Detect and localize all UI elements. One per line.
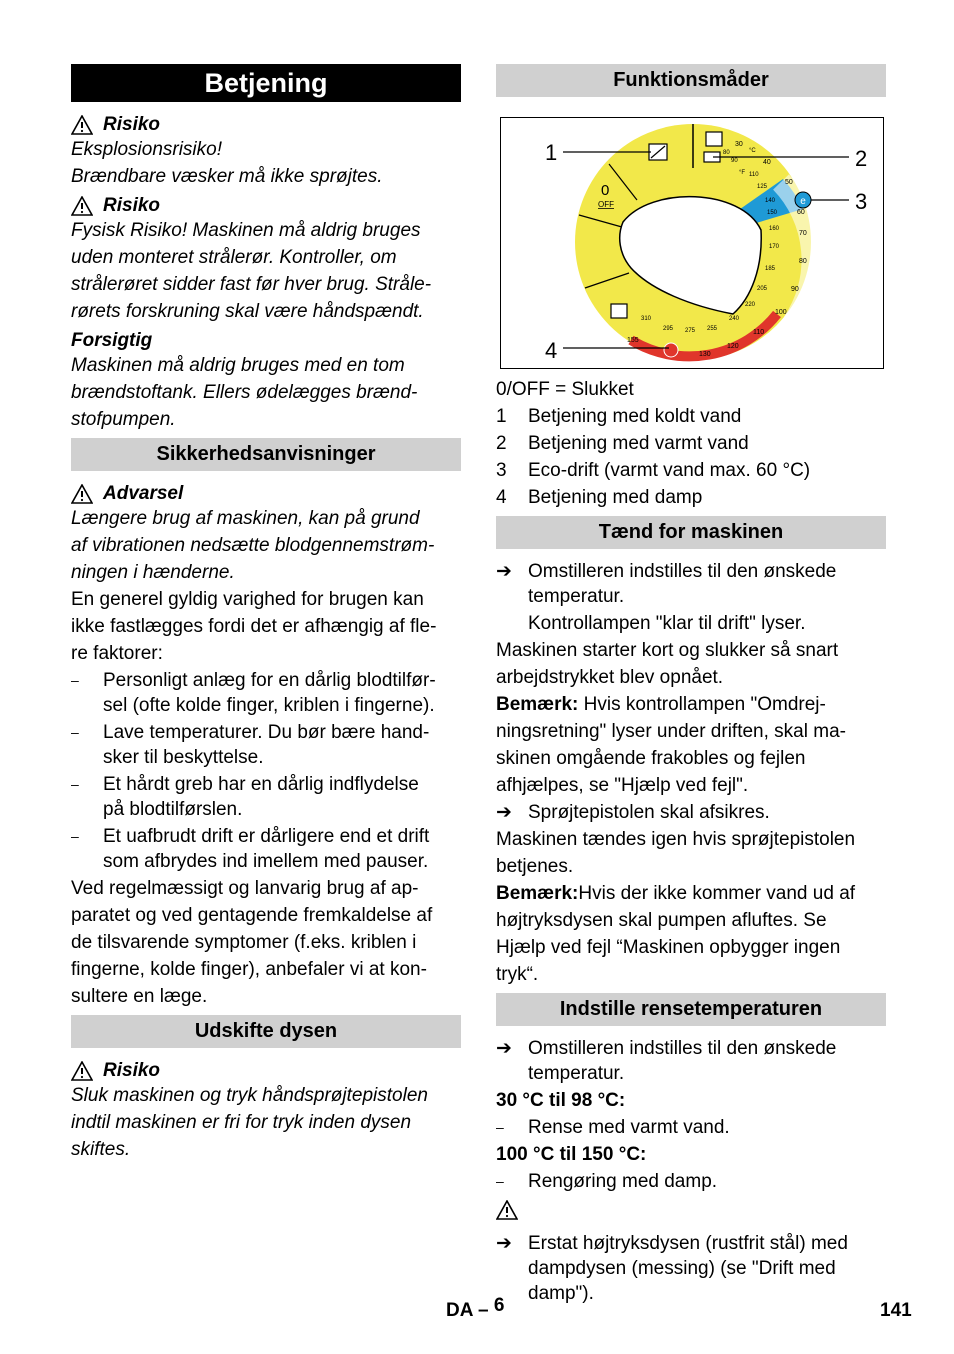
- body-text-line: sultere en læge.: [71, 986, 208, 1007]
- caution-text-line: brændstoftank. Ellers ødelægges brænd-: [71, 382, 418, 403]
- legend-text: Eco-drift (varmt vand max. 60 °C): [528, 460, 811, 481]
- temp-label-inner: 310: [641, 316, 652, 322]
- body-text-line: paratet og ved gentagende fremkaldelse af: [71, 905, 433, 926]
- body-text-line: En generel gyldig varighed for brugen kan: [71, 589, 424, 610]
- callout-number-4: 4: [545, 338, 558, 363]
- list-item-text: sker til beskyttelse.: [103, 747, 264, 768]
- list-item: – Et hårdt greb har en dårlig indflydelse på blodtilførslen.: [71, 774, 419, 820]
- left-column: [71, 64, 461, 1164]
- risk-text-line: Fysisk Risiko! Maskinen må aldrig bruges: [71, 220, 421, 241]
- hot-water-icon: [706, 132, 722, 146]
- body-text-line: arbejdstrykket blev opnået.: [496, 667, 724, 688]
- list-item-text: Rengøring med damp.: [528, 1171, 718, 1192]
- footer-dash: –: [478, 1300, 489, 1321]
- temp-label-inner: 80: [723, 150, 730, 156]
- legend-number: 4: [496, 487, 507, 508]
- list-item: – Et uafbrudt drift er dårligere end et drift som afbrydes ind imellem med pauser.: [71, 826, 430, 872]
- arrow-icon: ➔: [496, 561, 512, 582]
- instruction-step: [496, 559, 886, 609]
- page-title: Betjening: [71, 64, 461, 102]
- warning-label: Advarsel: [103, 483, 184, 504]
- legend-off: 0/OFF = Slukket: [496, 379, 634, 400]
- arrow-icon: ➔: [496, 1233, 512, 1254]
- temp-label-inner: 140: [765, 198, 776, 204]
- temp-label-outer: 110: [753, 329, 765, 336]
- caution-heading: Forsigtig: [71, 330, 153, 351]
- instruction-step: [496, 1036, 886, 1086]
- temp-label-outer: 60: [797, 209, 805, 216]
- body-text-line: højtryksdysen skal pumpen afluftes. Se: [496, 910, 827, 931]
- callout-number-3: 3: [855, 189, 868, 214]
- risk-text-line: skiftes.: [71, 1139, 131, 1160]
- temp-label-inner: 125: [757, 184, 768, 190]
- note-label: Bemærk:: [496, 883, 579, 904]
- list-item-text: sel (ofte kolde finger, kriblen i fingerne).: [103, 695, 435, 716]
- body-text-line: Hjælp ved fejl “Maskinen opbygger ingen: [496, 937, 841, 958]
- temp-label-inner: 185: [765, 266, 776, 272]
- caution-text-line: Maskinen må aldrig bruges med en tom: [71, 355, 405, 376]
- legend-number: 2: [496, 433, 507, 454]
- list-item-text: på blodtilførslen.: [103, 799, 243, 820]
- list-item: – Rengøring med damp.: [496, 1171, 718, 1192]
- footer-language-page: [446, 1295, 505, 1323]
- instruction-text: dampdysen (messing) (se "Drift med: [528, 1258, 836, 1279]
- body-text-line: ningsretning" lyser under driften, skal ma-: [496, 721, 846, 742]
- section-heading-nozzle: Udskifte dysen: [71, 1015, 461, 1048]
- note-paragraph: Bemærk:Hvis der ikke kommer vand ud af: [496, 883, 856, 904]
- legend-number: 3: [496, 460, 507, 481]
- off-label: OFF: [598, 200, 614, 209]
- list-item: – Personligt anlæg for en dårlig blodtilfør- sel (ofte kolde finger, kriblen i fingerne).: [71, 670, 436, 716]
- legend-item: [496, 458, 886, 483]
- list-item-text: Et hårdt greb har en dårlig indflydelse: [103, 774, 419, 795]
- temp-label-inner: 150: [767, 210, 778, 216]
- risk-label: Risiko: [103, 1060, 161, 1081]
- temp-label-outer: 90: [791, 286, 799, 293]
- right-column: [496, 64, 886, 1308]
- list-item-text: Lave temperaturer. Du bør bære hand-: [103, 722, 430, 743]
- temp-label-outer: 40: [763, 159, 771, 166]
- warning-icon: [496, 1200, 518, 1220]
- unit-celsius: °C: [749, 148, 756, 154]
- callout-number-1: 1: [545, 140, 558, 165]
- risk-text-line: uden monteret strålerør. Kontroller, om: [71, 247, 397, 268]
- body-text-line: ikke fastlægges fordi det er afhængig af fle-: [71, 616, 437, 637]
- warning-icon: [71, 1061, 93, 1081]
- instruction-text: temperatur.: [528, 1063, 625, 1084]
- result-text: Kontrollampen "klar til drift" lyser.: [528, 613, 806, 634]
- temp-label-155: 155: [627, 337, 639, 344]
- list-item-text: som afbrydes ind imellem med pauser.: [103, 851, 429, 872]
- list-item-text: Rense med varmt vand.: [528, 1117, 730, 1138]
- legend-number: 1: [496, 406, 507, 427]
- warning-text-line: af vibrationen nedsætte blodgennemstrøm-: [71, 535, 435, 556]
- caution-text-line: stofpumpen.: [71, 409, 176, 430]
- warning-text-line: Længere brug af maskinen, kan på grund: [71, 508, 420, 529]
- temp-label-outer: 50: [785, 179, 793, 186]
- temp-label-inner: 160: [769, 226, 780, 232]
- instruction-text: Omstilleren indstilles til den ønskede: [528, 561, 837, 582]
- list-item: – Lave temperaturer. Du bør bære hand- sker til beskyttelse.: [71, 722, 430, 768]
- eco-label: e: [800, 196, 806, 207]
- unit-fahrenheit: °F: [739, 170, 746, 176]
- warning-symbol-row: [496, 1200, 886, 1227]
- risk-text-line: Sluk maskinen og tryk håndsprøjtepistolen: [71, 1085, 428, 1106]
- warning-icon: [71, 196, 93, 216]
- temp-label-outer: 80: [799, 258, 807, 265]
- risk-text-line: Eksplosionsrisiko!: [71, 139, 222, 160]
- risk-label: Risiko: [103, 195, 161, 216]
- arrow-icon: ➔: [496, 802, 512, 823]
- list-item: – Rense med varmt vand.: [496, 1117, 730, 1138]
- risk-text-line: rørets forskruning skal være håndspændt.: [71, 301, 424, 322]
- page-number: 141: [880, 1300, 912, 1321]
- instruction-text: damp").: [528, 1283, 594, 1304]
- instruction-text: Erstat højtryksdysen (rustfrit stål) med: [528, 1233, 848, 1254]
- body-text-line: re faktorer:: [71, 643, 163, 664]
- temp-label-inner: 275: [685, 328, 696, 334]
- temp-label-outer: 70: [799, 230, 807, 237]
- body-text-line: betjenes.: [496, 856, 574, 877]
- risk-heading: [71, 112, 461, 137]
- section-heading-start: Tænd for maskinen: [496, 516, 886, 549]
- note-paragraph: Bemærk: Hvis kontrollampen "Omdrej-: [496, 694, 826, 715]
- warning-icon: [71, 484, 93, 504]
- body-text-line: afhjælpes, se "Hjælp ved fejl".: [496, 775, 749, 796]
- footer-language: DA: [446, 1300, 473, 1321]
- risk-heading: [71, 1058, 461, 1083]
- range-label: 100 °C til 150 °C:: [496, 1144, 647, 1165]
- temp-label-inner: 110: [749, 172, 759, 178]
- section-heading-modes: Funktionsmåder: [496, 64, 886, 97]
- selector-dial-diagram: [501, 118, 883, 368]
- warning-icon: [71, 115, 93, 135]
- legend-text: Betjening med koldt vand: [528, 406, 742, 427]
- list-item-text: Personligt anlæg for en dårlig blodtilfør-: [103, 670, 436, 691]
- instruction-step: [496, 1231, 886, 1306]
- instruction-text: Omstilleren indstilles til den ønskede: [528, 1038, 837, 1059]
- risk-text-line: indtil maskinen er fri for tryk inden dysen: [71, 1112, 412, 1133]
- body-text-line: skinen omgående frakobles og fejlen: [496, 748, 806, 769]
- footer-local-page: 6: [493, 1295, 505, 1316]
- legend-text: Betjening med damp: [528, 487, 703, 508]
- temp-label-outer: 30: [735, 141, 743, 148]
- temp-label-inner: 220: [745, 302, 756, 308]
- legend-item: [496, 431, 886, 456]
- risk-label: Risiko: [103, 114, 161, 135]
- temp-label-inner: 295: [663, 326, 674, 332]
- arrow-icon: ➔: [496, 1038, 512, 1059]
- list-item-text: Et uafbrudt drift er dårligere end et drift: [103, 826, 430, 847]
- body-text-line: Maskinen starter kort og slukker så snart: [496, 640, 839, 661]
- body-text-line: Maskinen tændes igen hvis sprøjtepistolen: [496, 829, 856, 850]
- body-text-line: fingerne, kolde finger), anbefaler vi at kon-: [71, 959, 427, 980]
- instruction-text: Sprøjtepistolen skal afsikres.: [528, 802, 770, 823]
- section-heading-safety: Sikkerhedsanvisninger: [71, 438, 461, 471]
- temp-label-inner: 170: [769, 244, 780, 250]
- info-icon: [611, 304, 627, 318]
- risk-heading: [71, 193, 461, 218]
- body-text-line: Ved regelmæssigt og lanvarig brug af ap-: [71, 878, 419, 899]
- temp-label-outer: 120: [727, 343, 739, 350]
- temp-label-inner: 255: [707, 326, 718, 332]
- selector-dial-figure: [500, 117, 884, 369]
- steam-icon: [664, 343, 678, 357]
- range-label: 30 °C til 98 °C:: [496, 1090, 626, 1111]
- legend-text: Betjening med varmt vand: [528, 433, 749, 454]
- legend-item: [496, 404, 886, 429]
- note-label: Bemærk:: [496, 694, 579, 715]
- warning-heading: [71, 481, 461, 506]
- callout-number-2: 2: [855, 146, 868, 171]
- temp-label-inner: 205: [757, 286, 768, 292]
- zero-label: 0: [601, 182, 610, 199]
- risk-text-line: Brændbare væsker må ikke sprøjtes.: [71, 166, 383, 187]
- legend-item: [496, 485, 886, 510]
- warning-text-line: ningen i hænderne.: [71, 562, 235, 583]
- temp-label-outer: 130: [699, 351, 711, 358]
- body-text-line: tryk“.: [496, 964, 539, 985]
- body-text-line: de tilsvarende symptomer (f.eks. kriblen i: [71, 932, 417, 953]
- temp-label-inner: 90: [731, 158, 738, 164]
- section-heading-temperature: Indstille rensetemperaturen: [496, 993, 886, 1026]
- temp-label-outer: 100: [775, 309, 787, 316]
- instruction-text: temperatur.: [528, 586, 625, 607]
- risk-text-line: strålerøret sidder fast før hver brug. Stråle-: [71, 274, 432, 295]
- temp-label-inner: 240: [729, 316, 740, 322]
- instruction-step: [496, 800, 886, 825]
